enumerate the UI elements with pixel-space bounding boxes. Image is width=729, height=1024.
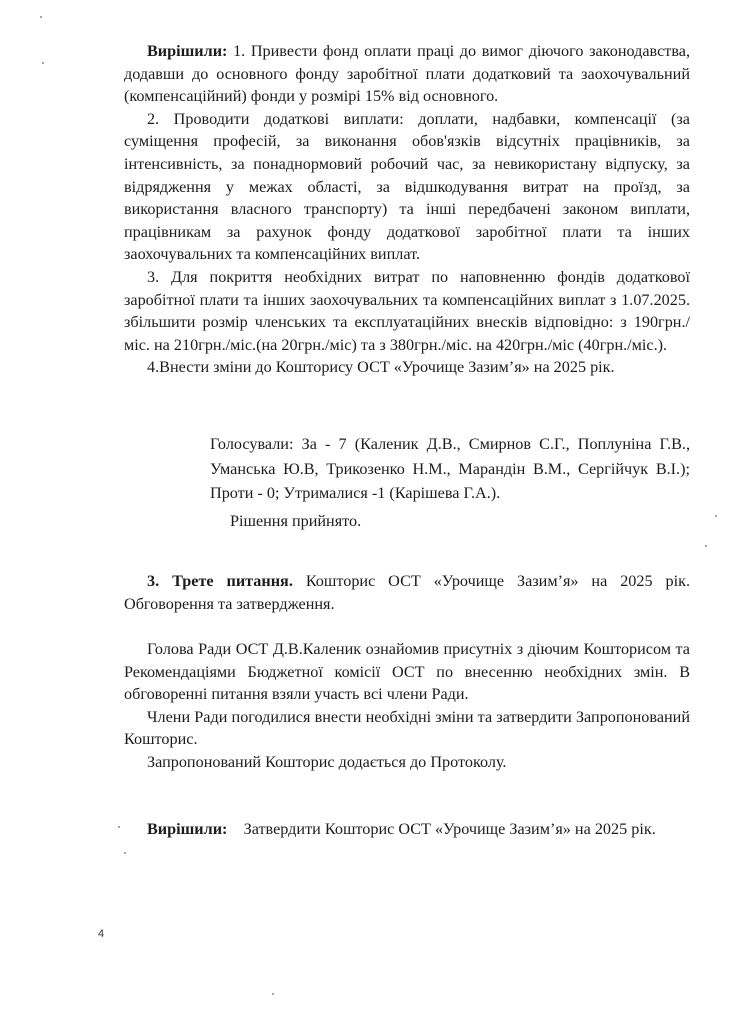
vote-block — [210, 432, 690, 533]
scan-speck — [272, 993, 274, 995]
decided-2-label: Вирішили: — [147, 820, 228, 838]
discussion-section — [124, 638, 690, 774]
question-3-label: 3. Трете питання. — [147, 572, 293, 590]
scan-speck — [715, 515, 717, 517]
page-number: 4 — [98, 928, 105, 940]
decided-item-1-text: 1. Привести фонд оплати праці до вимог діючого законодавства, додавши до основного фонду заробітної плати додатковий та заохочувальний (компенсаційний) фонди у розмірі 15% від основного. — [124, 42, 690, 106]
decided-item-2: 2. Проводити додаткові виплати: доплати, надбавки, компенсації (за суміщення професій, за виконання обов'язків відсутніх працівників, за інтенсивність, за понаднормовий робочий час, за невикористану відпуску, за відрядження у межах області, за відшкодування витрат на проїзд, за використання власного транспорту) та інші передбачені законом виплати, працівникам за рахунок фонду додаткової заробітної плати та інших заохочувальних та компенсаційних виплат. — [124, 109, 690, 264]
vote-result: Рішення прийнято. — [230, 511, 362, 530]
question-3 — [124, 570, 690, 615]
scan-speck — [118, 826, 120, 828]
decided-2-text: Затвердити Кошторис ОСТ «Урочище Зазим’я» на 2025 рік. — [243, 820, 656, 838]
vote-text: Голосували: За - 7 (Каленик Д.В., Смирнов С.Г., Поплуніна Г.В., Уманська Ю.В, Трикозенко Н.М., Марандін В.М., Сергійчук В.І.); Проти - 0; Утрималися -1 (Карішева Г.А.). — [210, 435, 690, 502]
decided-item-4: 4.Внести зміни до Кошторису ОСТ «Урочище Зазим’я» на 2025 рік. — [147, 358, 615, 377]
discussion-p3: Запропонований Кошторис додається до Протоколу. — [147, 752, 507, 771]
discussion-p1: Голова Ради ОСТ Д.В.Каленик ознайомив присутніх з діючим Кошторисом та Рекомендаціями Бюджетної комісії ОСТ по внесенню необхідних змін. В обговоренні питання взяли участь всі члени Ради. — [124, 640, 690, 704]
question-3-text: Кошторис ОСТ «Урочище Зазим’я» на 2025 рік. Обговорення та затвердження. — [124, 572, 691, 613]
decided-label: Вирішили: — [147, 42, 228, 60]
decided-section-2 — [124, 818, 690, 841]
scan-speck — [705, 545, 707, 547]
decided-item-1 — [124, 40, 690, 108]
decided-item-3: 3. Для покриття необхідних витрат по наповненню фондів додаткової заробітної плати та інших заохочувальних та компенсаційних виплат з 1.07.2025. збільшити розмір членських та експлуатаційних внесків відповідно: з 190грн./міс. на 210грн./міс.(на 20грн./міс) та з 380грн./міс. на 420грн./міс (40грн./міс.). — [124, 267, 690, 354]
decided-section-1 — [124, 40, 690, 379]
scan-speck — [124, 852, 126, 854]
scan-speck — [40, 16, 42, 18]
scan-speck — [42, 62, 44, 64]
discussion-p2: Члени Ради погодилися внести необхідні зміни та затвердити Запропонований Кошторис. — [124, 707, 690, 749]
